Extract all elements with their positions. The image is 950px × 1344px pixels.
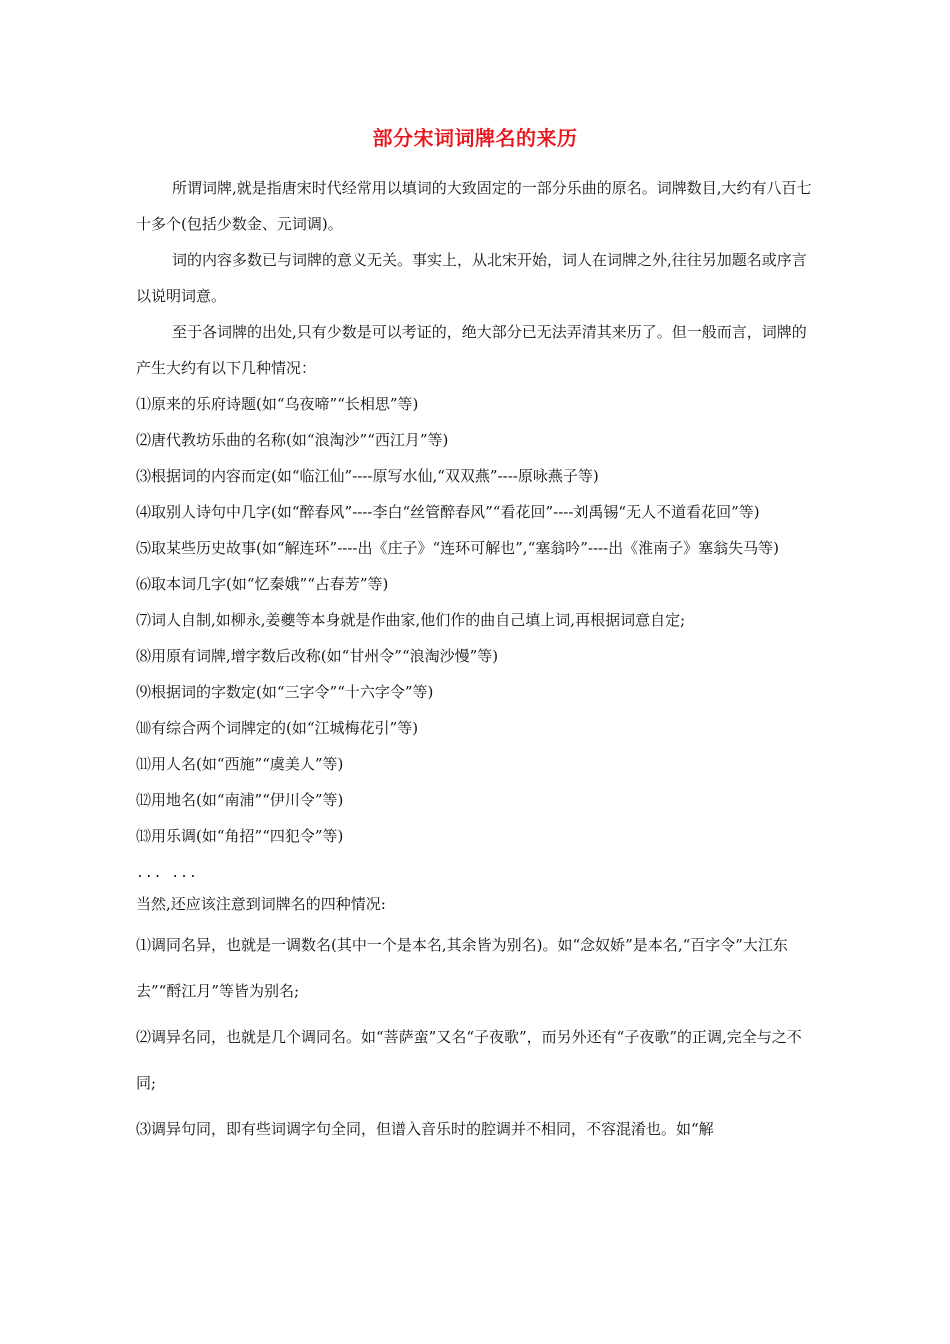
list-item: ⑵调异名同，也就是几个调同名。如“菩萨蛮”又名“子夜歌”，而另外还有“子夜歌”的正调,完全与之不同;	[136, 1028, 802, 1092]
list-item: ⒀用乐调(如“角招”“四犯令”等)	[136, 827, 344, 845]
intro-paragraph-1: 所谓词牌,就是指唐宋时代经常用以填词的大致固定的一部分乐曲的原名。词牌数目,大约有八百七十多个(包括少数金、元词调)。	[136, 179, 812, 233]
list-item: ⑼根据词的字数定(如“三字令”“十六字令”等)	[136, 683, 434, 701]
list-item: ⑽有综合两个词牌定的(如“江城梅花引”等)	[136, 719, 419, 737]
document-body	[136, 170, 816, 1152]
list-item: ⑴调同名异，也就是一调数名(其中一个是本名,其余皆为别名)。如“念奴娇”是本名,“百字令”大江东去”“酹江月”等皆为别名;	[136, 936, 788, 1000]
list-item: ⑶调异句同，即有些词调字句全同，但谱入音乐时的腔调并不相同，不容混淆也。如“解	[136, 1120, 714, 1138]
list-item: ⑷取别人诗句中几字(如“醉春风”----李白“丝管醉春风”“看花回”----刘禹锡“无人不道看花回”等)	[136, 503, 760, 521]
list-item: ⑶根据词的内容而定(如“临江仙”----原写水仙,“双双燕”----原咏燕子等)	[136, 467, 599, 485]
intro-paragraph-2: 词的内容多数已与词牌的意义无关。事实上，从北宋开始，词人在词牌之外,往往另加题名或序言以说明词意。	[136, 251, 807, 305]
list-item: ⑸取某些历史故事(如“解连环”----出《庄子》“连环可解也”,“塞翁吟”----出《淮南子》塞翁失马等)	[136, 539, 780, 557]
list-item: ⑺词人自制,如柳永,姜夔等本身就是作曲家,他们作的曲自己填上词,再根据词意自定;	[136, 611, 686, 629]
notes-list	[136, 922, 816, 1152]
list-item: ⑹取本词几字(如“忆秦娥”“占春芳”等)	[136, 575, 389, 593]
list-item: ⑻用原有词牌,增字数后改称(如“甘州令”“浪淘沙慢”等)	[136, 647, 499, 665]
list-item: ⑾用人名(如“西施”“虞美人”等)	[136, 755, 344, 773]
origins-list	[136, 386, 816, 854]
page-title: 部分宋词词牌名的来历	[372, 126, 578, 150]
ellipsis-text: ... ...	[136, 866, 198, 881]
intro-paragraph-3: 至于各词牌的出处,只有少数是可以考证的，绝大部分已无法弄清其来历了。但一般而言，词牌的产生大约有以下几种情况：	[136, 323, 807, 377]
list-item: ⑿用地名(如“南浦”“伊川令”等)	[136, 791, 344, 809]
list-item: ⑵唐代教坊乐曲的名称(如“浪淘沙”“西江月”等)	[136, 431, 449, 449]
list-item: ⑴原来的乐府诗题(如“乌夜啼”“长相思”等)	[136, 395, 419, 413]
notes-intro: 当然,还应该注意到词牌名的四种情况:	[136, 895, 386, 913]
